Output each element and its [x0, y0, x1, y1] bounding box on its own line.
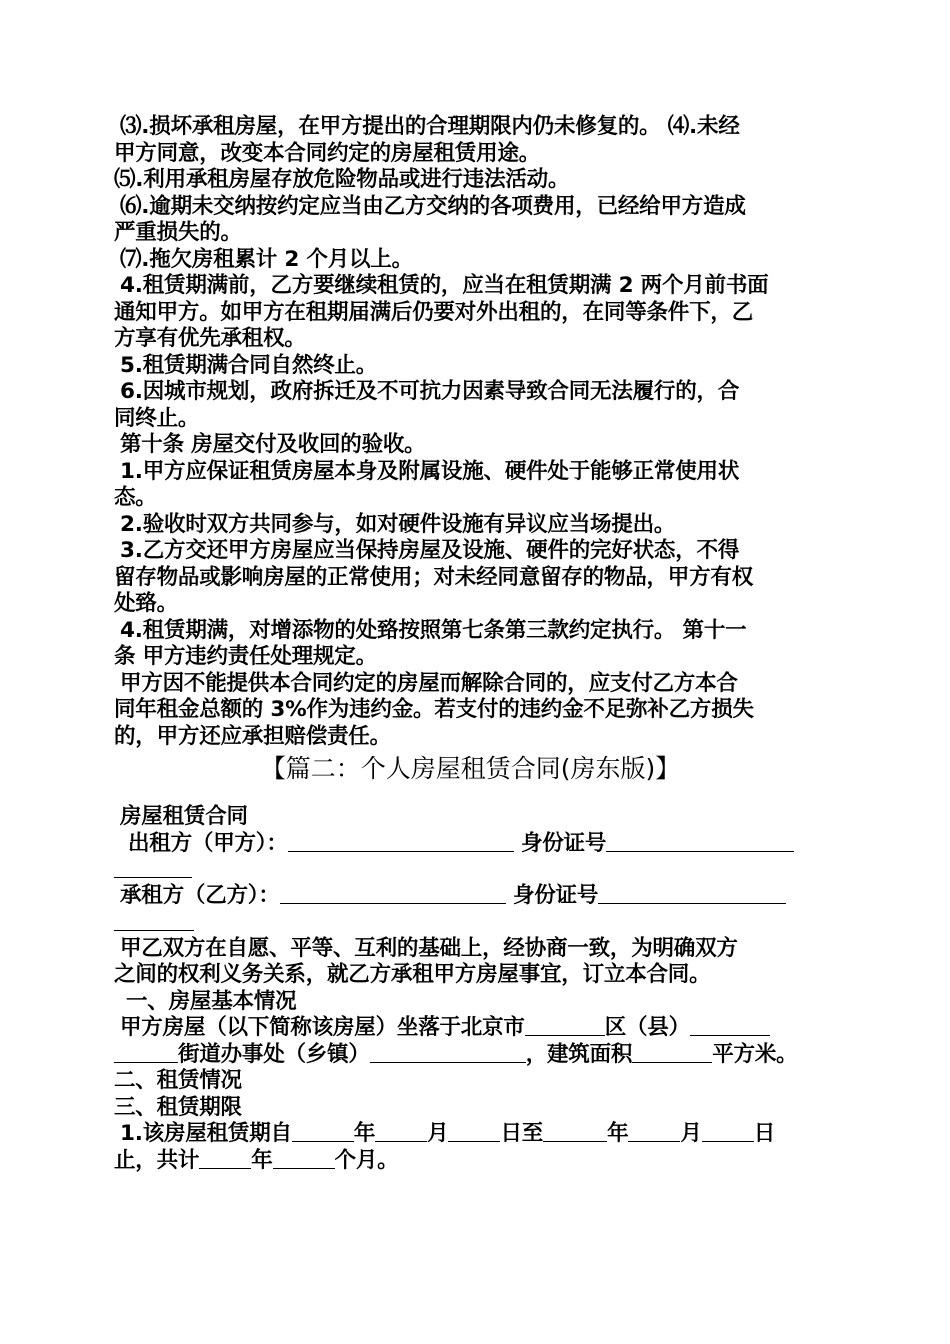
county-blank	[690, 1015, 770, 1036]
document-page	[114, 114, 839, 1174]
text-line: ⑸.利用承租房屋存放危险物品或进行违法活动。	[114, 167, 570, 192]
text-line: 甲方因不能提供本合同约定的房屋而解除合同的，应支付乙方本合	[120, 670, 738, 696]
text-line: 处臵。	[114, 591, 178, 616]
text-line: 同年租金总额的 3%作为违约金。若支付的违约金不足弥补乙方损失	[114, 697, 754, 722]
start-day-blank	[448, 1121, 500, 1142]
day-label: 日	[753, 1121, 775, 1146]
start-year-blank	[292, 1121, 354, 1142]
text-line: 2.验收时双方共同参与，如对硬件设施有异议应当场提出。	[120, 511, 676, 537]
text-line: 通知甲方。如甲方在租期届满后仍要对外出租的，在同等条件下，乙	[114, 299, 754, 325]
year-label: 年	[251, 1147, 273, 1173]
text-line: 的，甲方还应承担赔偿责任。	[114, 723, 391, 749]
term-row	[114, 1121, 839, 1148]
lessor-name-blank	[288, 831, 514, 852]
lessee-label: 承租方（乙方）：	[120, 883, 280, 908]
term-row-2	[114, 1148, 839, 1175]
clause-heading: 第十条 房屋交付及收回的验收。	[120, 432, 426, 457]
text-line: 5.租赁期满合同自然终止。	[120, 352, 378, 378]
start-month-blank	[375, 1121, 427, 1142]
total-label: 止，共计	[114, 1147, 200, 1173]
township-blank	[370, 1042, 526, 1063]
text-line: 6.因城市规划，政府拆迁及不可抗力因素导致合同无法履行的，合	[120, 379, 740, 404]
intro-line: 甲乙双方在自愿、平等、互利的基础上，经协商一致，为明确双方	[120, 935, 738, 961]
month-label: 月	[680, 1121, 702, 1146]
district-label: 区（县）	[604, 1015, 690, 1040]
month-label: 月	[427, 1121, 449, 1146]
text-line: 方享有优先承租权。	[114, 326, 306, 351]
text-line: 条 甲方违约责任处理规定。	[114, 644, 377, 669]
text-line: 严重损失的。	[114, 220, 242, 245]
district-blank	[525, 1015, 605, 1036]
text-line: 4.租赁期满，对增添物的处臵按照第七条第三款约定执行。 第十一	[120, 617, 747, 643]
section-title-term: 三、租赁期限	[114, 1094, 242, 1120]
lessor-id-continuation	[114, 857, 839, 883]
location-row	[114, 1015, 839, 1042]
text-line: ⑺.拖欠房租累计 2 个月以上。	[120, 246, 413, 272]
lessee-name-blank	[280, 883, 506, 904]
to-label: 日至	[500, 1121, 544, 1146]
months-label: 个月。	[334, 1147, 399, 1173]
text-line: 3.乙方交还甲方房屋应当保持房屋及设施、硬件的完好状态，不得	[120, 538, 740, 563]
text-line: ⑶.损坏承租房屋，在甲方提出的合理期限内仍未修复的。 ⑷.未经	[120, 114, 740, 139]
section-title-lease: 二、租赁情况	[114, 1068, 242, 1093]
area-unit: 平方米。	[712, 1041, 798, 1067]
text-line: ⑹.逾期未交纳按约定应当由乙方交纳的各项费用，已经给甲方造成	[120, 193, 746, 219]
lessor-row	[114, 831, 839, 858]
area-label: ，建筑面积	[525, 1041, 633, 1067]
lessee-id-continuation	[114, 910, 839, 936]
text-line: 同终止。	[114, 405, 200, 431]
text-line: 态。	[114, 485, 157, 510]
section-title-basic: 一、房屋基本情况	[126, 988, 297, 1014]
end-month-blank	[628, 1121, 680, 1142]
end-year-blank	[543, 1121, 607, 1142]
intro-line: 之间的权利义务关系，就乙方承租甲方房屋事宜，订立本合同。	[114, 962, 711, 987]
section-one	[114, 114, 839, 750]
lessee-id-blank-continued	[114, 910, 194, 931]
lessee-id-label: 身份证号	[512, 883, 599, 908]
location-row-2	[114, 1042, 839, 1069]
end-day-blank	[702, 1121, 754, 1142]
total-months-blank	[273, 1148, 335, 1169]
year-label: 年	[353, 1121, 376, 1146]
street-blank	[114, 1042, 178, 1063]
text-line: 甲方同意，改变本合同约定的房屋租赁用途。	[114, 140, 541, 166]
text-line: 4.租赁期满前，乙方要继续租赁的，应当在租赁期满 2 两个月前书面	[120, 273, 769, 298]
year-label: 年	[607, 1121, 629, 1146]
lessor-id-blank	[606, 831, 794, 852]
lessor-id-label: 身份证号	[520, 830, 607, 856]
text-line: 1.甲方应保证租赁房屋本身及附属设施、硬件处于能够正常使用状	[120, 458, 740, 484]
term-label: 1.该房屋租赁期自	[120, 1121, 292, 1146]
street-label: 街道办事处（乡镇）	[178, 1041, 370, 1067]
text-line: 留存物品或影响房屋的正常使用；对未经同意留存的物品，甲方有权	[114, 564, 754, 590]
lessee-id-blank	[598, 883, 786, 904]
section-heading: 【篇二：个人房屋租赁合同(房东版)】	[260, 754, 681, 783]
lessee-row	[114, 883, 839, 910]
total-years-blank	[199, 1148, 251, 1169]
section-two	[114, 804, 839, 1174]
lessor-id-blank-continued	[114, 857, 192, 878]
location-label: 甲方房屋（以下简称该房屋）坐落于北京市	[120, 1015, 525, 1040]
lessor-label: 出租方（甲方）：	[128, 830, 288, 856]
area-blank	[632, 1042, 712, 1063]
contract-title: 房屋租赁合同	[120, 804, 248, 829]
